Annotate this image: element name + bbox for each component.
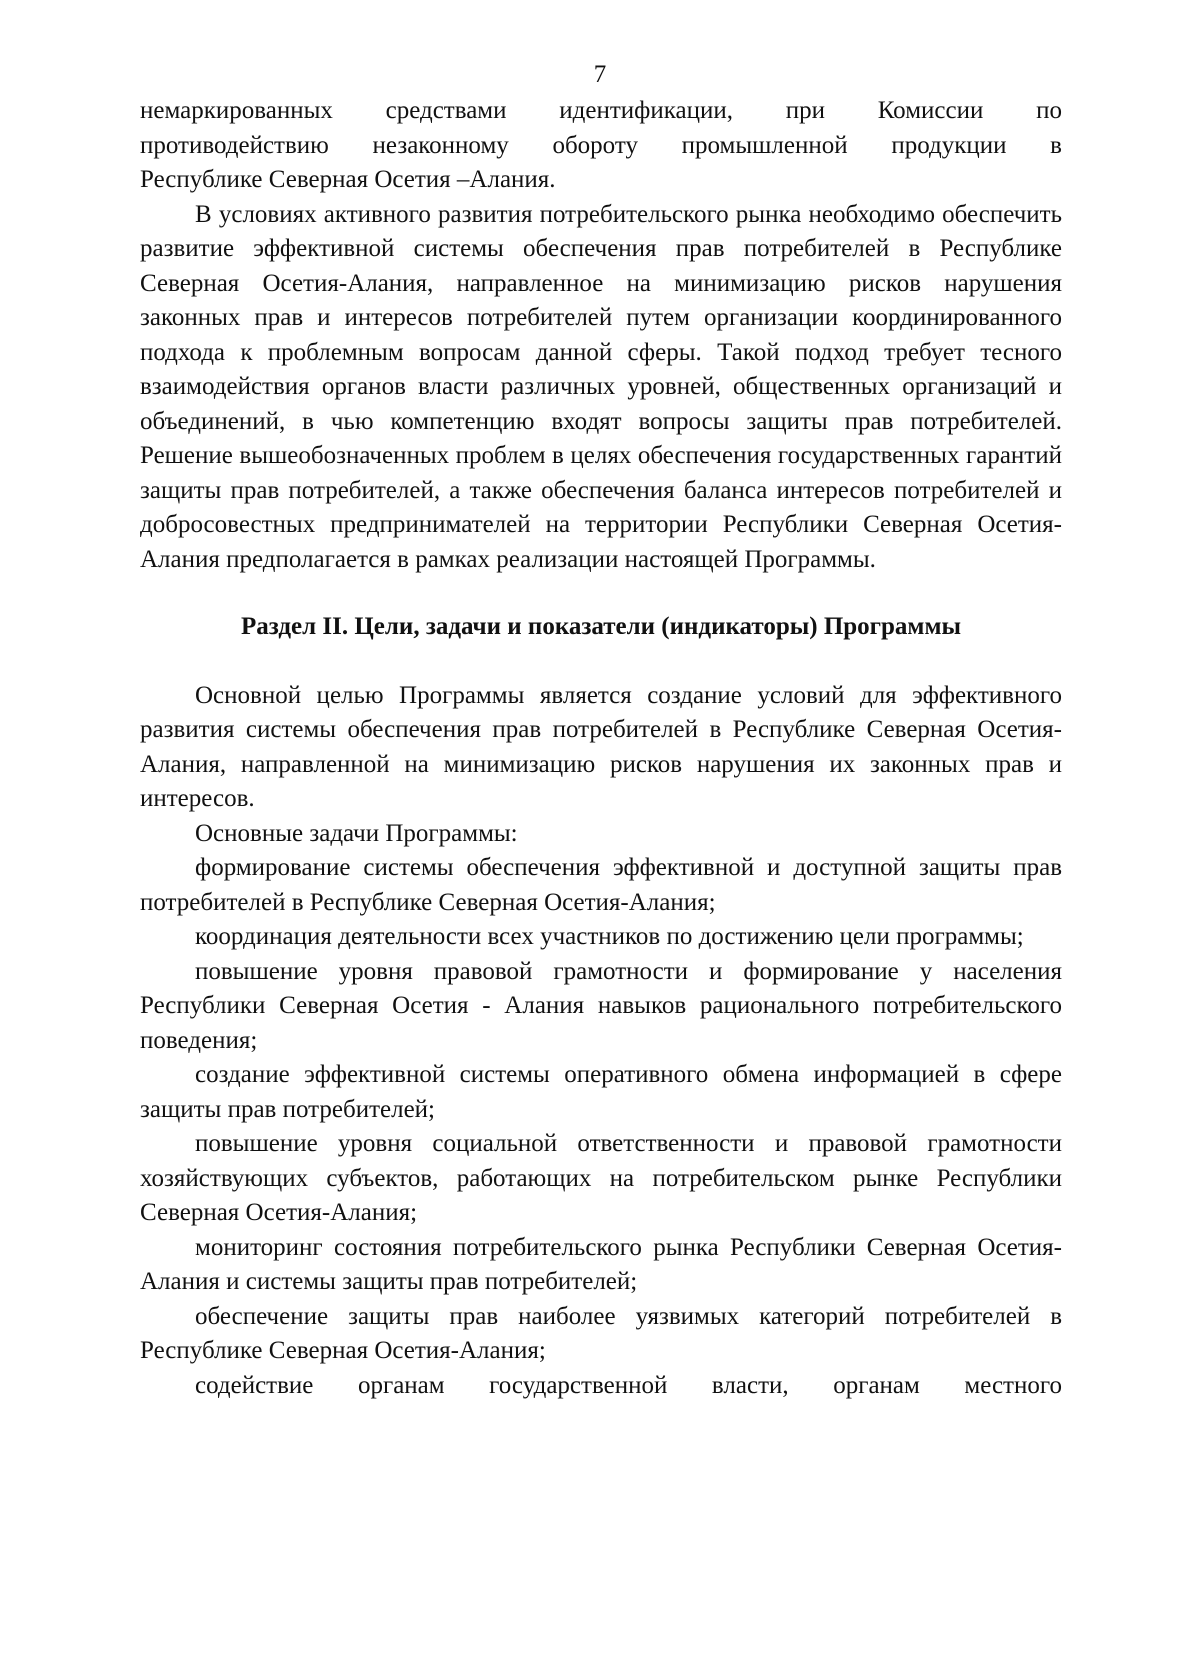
task-item: формирование системы обеспечения эффективной и доступной защиты прав потребителей в Республике Северная Осетия-Алания;: [140, 854, 1062, 916]
task-item: повышение уровня правовой грамотности и формирование у населения Республики Северная Осетия - Алания навыков рационального потребительского поведения;: [140, 957, 1062, 1054]
tasks-title: Основные задачи Программы:: [195, 819, 518, 847]
task-item: обеспечение защиты прав наиболее уязвимых категорий потребителей в Республике Северная Осетия-Алания;: [140, 1302, 1062, 1364]
continuation-line: противодействию незаконному обороту промышленной продукции в: [140, 131, 1062, 159]
task-item: содействие органам государственной власти, органам местного: [195, 1371, 1062, 1399]
task-item: координация деятельности всех участников по достижению цели программы;: [195, 923, 1024, 950]
continuation-line: немаркированных средствами идентификации, при Комиссии по: [140, 97, 1062, 124]
task-item: повышение уровня социальной ответственности и правовой грамотности хозяйствующих субъектов, работающих на потребительском рынке Республики Северная Осетия-Алания;: [140, 1130, 1062, 1226]
task-item: создание эффективной системы оперативного обмена информацией в сфере защиты прав потребителей;: [140, 1061, 1062, 1123]
goal-paragraph: Основной целью Программы является создание условий для эффективного развития системы обеспечения прав потребителей в Республике Северная Осетия-Алания, направленной на минимизацию рисков нарушения их законных прав и интересов.: [140, 681, 1062, 812]
document-body: [140, 94, 1062, 1403]
continuation-line: Республике Северная Осетия –Алания.: [140, 166, 556, 193]
page-number: 7: [593, 61, 607, 88]
section-heading: Раздел II. Цели, задачи и показатели (индикаторы) Программы: [241, 613, 961, 640]
task-item: мониторинг состояния потребительского рынка Республики Северная Осетия-Алания и системы защиты прав потребителей;: [140, 1233, 1062, 1295]
intro-paragraph: В условиях активного развития потребительского рынка необходимо обеспечить развитие эффективной системы обеспечения прав потребителей в Республике Северная Осетия-Алания, направленное на минимизацию рисков нарушения законных прав и интересов потребителей путем организации координированного подхода к проблемным вопросам данной сферы. Такой подход требует тесного взаимодействия органов власти различных уровней, общественных организаций и объединений, в чью компетенцию входят вопросы защиты прав потребителей. Решение вышеобозначенных проблем в целях обеспечения государственных гарантий защиты прав потребителей, а также обеспечения баланса интересов потребителей и добросовестных предпринимателей на территории Республики Северная Осетия-Алания предполагается в рамках реализации настоящей Программы.: [140, 200, 1062, 573]
